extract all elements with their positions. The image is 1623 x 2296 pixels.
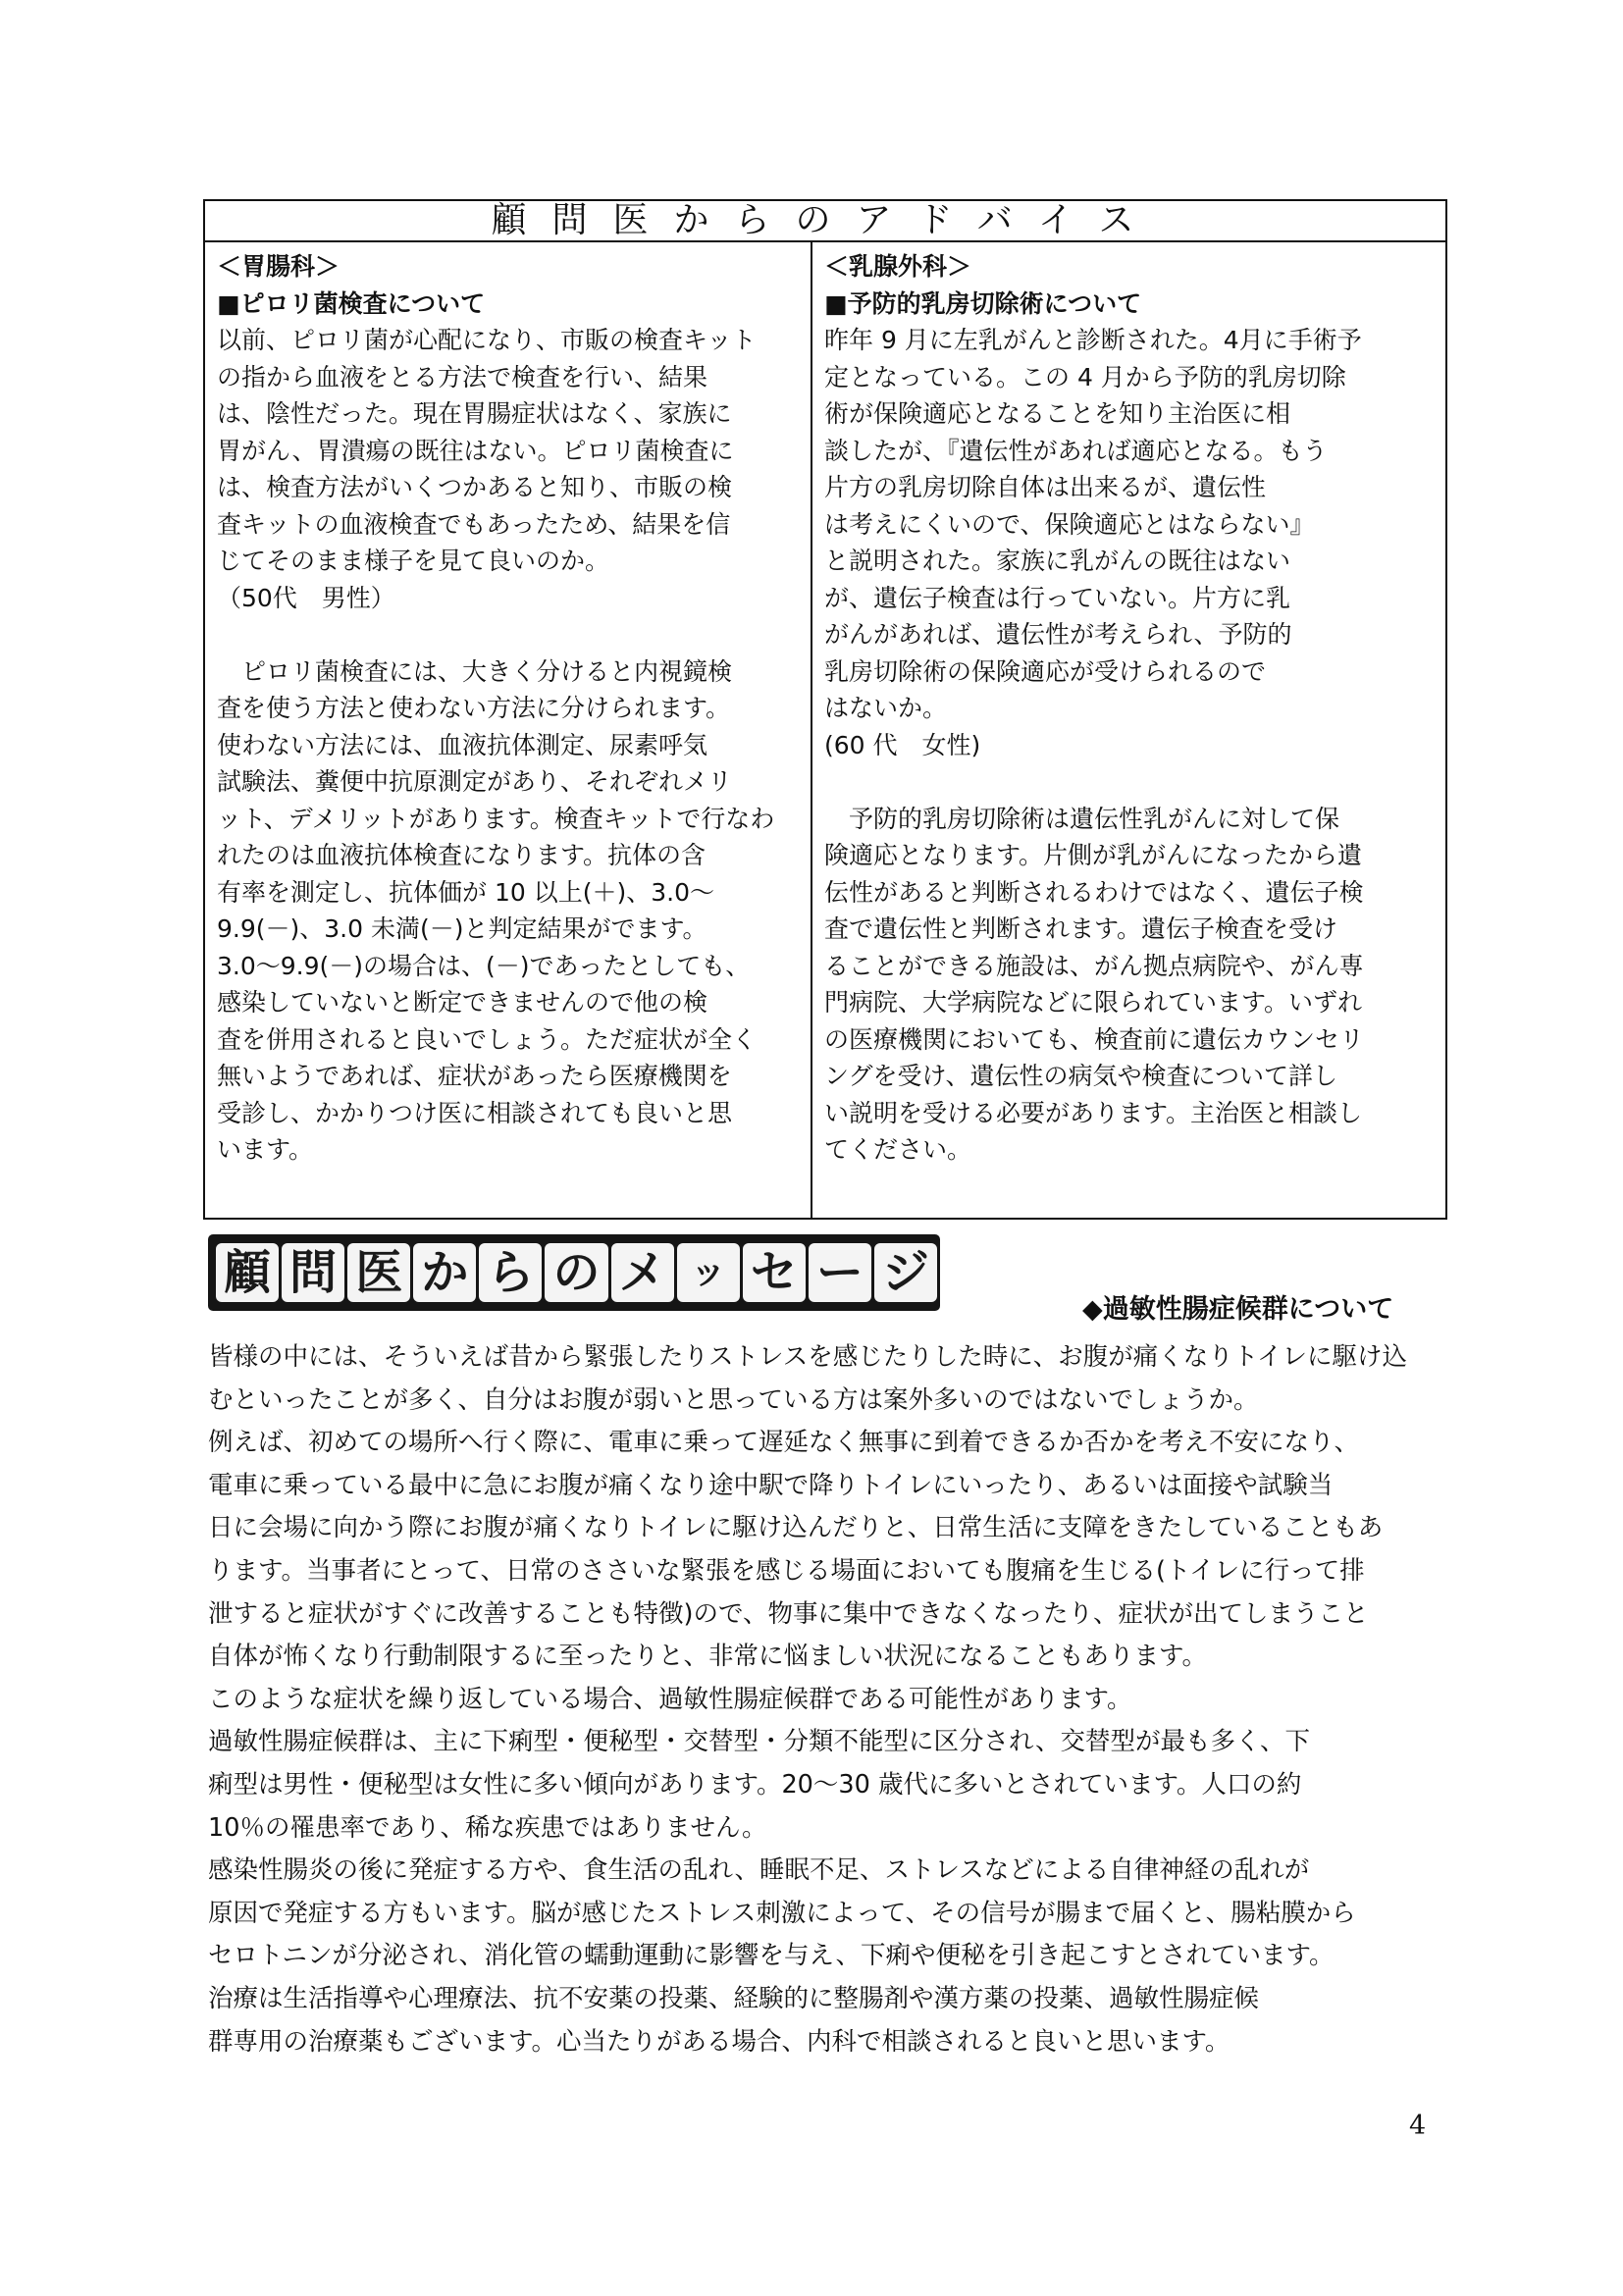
text-line: の医療機関においても、検査前に遺伝カウンセリ	[824, 1024, 1365, 1054]
banner-character: の	[545, 1243, 607, 1302]
asker-info: (60 代 女性)	[824, 730, 981, 759]
topic-heading: ■予防的乳房切除術について	[824, 288, 1142, 318]
text-line: 感染していないと断定できませんので他の検	[217, 988, 708, 1017]
banner-character: 顧	[216, 1243, 279, 1302]
answer-text	[824, 801, 1431, 1169]
text-line: 有率を測定し、抗体価が 10 以上(＋)、3.0～	[217, 877, 714, 907]
text-line: 査を使う方法と使わない方法に分けられます。	[217, 694, 731, 722]
advice-columns	[205, 242, 1445, 1218]
text-line: 電車に乗っている最中に急にお腹が痛くなり途中駅で降りトイレにいったり、あるいは面接や試験当	[208, 1470, 1334, 1500]
text-line: 門病院、大学病院などに限られています。いずれ	[824, 988, 1363, 1017]
text-line: の指から血液をとる方法で検査を行い、結果	[217, 362, 708, 391]
text-line: 試験法、糞便中抗原測定があり、それぞれメリ	[217, 767, 733, 796]
text-line: 日に会場に向かう際にお腹が痛くなりトイレに駆け込んだりと、日常生活に支障をきたしていることもあ	[208, 1513, 1384, 1543]
message-body	[208, 1336, 1446, 2063]
banner-character: ら	[479, 1243, 542, 1302]
text-line: ングを受け、遺伝性の病気や検査について詳し	[824, 1062, 1338, 1090]
message-topic: ◆過敏性腸症候群について	[1082, 1294, 1394, 1325]
banner-character: ジ	[874, 1243, 937, 1302]
question-text	[217, 322, 798, 580]
asker-info: （50代 男性）	[217, 583, 395, 612]
topic-heading: ■ピロリ菌検査について	[217, 288, 486, 318]
text-line: じてそのまま様子を見て良いのか。	[217, 547, 610, 575]
text-line: むといったことが多く、自分はお腹が弱いと思っている方は案外多いのではないでしょうか。	[208, 1384, 1259, 1415]
text-line: 胃がん、胃潰瘍の既往はない。ピロリ菌検査に	[217, 436, 734, 465]
advice-title: 顧問医からのアドバイス	[205, 201, 1445, 242]
text-line: 治療は生活指導や心理療法、抗不安薬の投薬、経験的に整腸剤や漢方薬の投薬、過敏性腸症候	[208, 1983, 1260, 2013]
text-line: 以前、ピロリ菌が心配になり、市販の検査キット	[217, 326, 757, 354]
banner-character: セ	[743, 1243, 806, 1302]
text-line: 例えば、初めての場所へ行く際に、電車に乗って遅延なく無事に到着できるか否かを考え不安になり、	[208, 1428, 1360, 1458]
banner-character: 医	[347, 1243, 410, 1302]
text-line: が、遺伝子検査は行っていない。片方に乳	[824, 583, 1291, 612]
text-line: 昨年 9 月に左乳がんと診断された。4月に手術予	[824, 326, 1362, 354]
text-line: ります。当事者にとって、日常のささいな緊張を感じる場面においても腹痛を生じる(トイレに行って排	[208, 1555, 1365, 1586]
banner-character: か	[413, 1243, 476, 1302]
text-line: 険適応となります。片側が乳がんになったから遺	[824, 841, 1363, 869]
text-line: れたのは血液抗体検査になります。抗体の含	[217, 841, 707, 869]
text-line: 痢型は男性・便秘型は女性に多い傾向があります。20～30 歳代に多いとされています。人口の約	[208, 1769, 1302, 1800]
text-line: い説明を受ける必要があります。主治医と相談し	[824, 1098, 1363, 1127]
column-divider	[811, 242, 812, 1218]
text-line: 無いようであれば、症状があったら医療機関を	[217, 1062, 732, 1090]
text-line: ピロリ菌検査には、大きく分けると内視鏡検	[241, 656, 733, 686]
text-line: は、検査方法がいくつかあると知り、市販の検	[217, 473, 733, 501]
advice-section	[203, 199, 1447, 1220]
text-line: がんがあれば、遺伝性が考えられ、予防的	[824, 620, 1292, 649]
text-line: 片方の乳房切除自体は出来るが、遺伝性	[824, 473, 1267, 501]
text-line: は考えにくいので、保険適応とはならない』	[824, 509, 1315, 539]
message-banner	[208, 1234, 940, 1311]
banner-character: 問	[282, 1243, 344, 1302]
text-line: このような症状を繰り返している場合、過敏性腸症候群である可能性があります。	[208, 1684, 1132, 1714]
text-line: 乳房切除術の保険適応が受けられるので	[824, 656, 1267, 686]
text-line: 予防的乳房切除術は遺伝性乳がんに対して保	[849, 804, 1340, 833]
text-line: はないか。	[824, 694, 948, 722]
text-line: 原因で発症する方もいます。脳が感じたストレス刺激によって、その信号が腸まで届くと、腸粘膜から	[208, 1898, 1356, 1928]
text-line: 3.0～9.9(－)の場合は、(－)であったとしても、	[217, 951, 751, 980]
text-line: 過敏性腸症候群は、主に下痢型・便秘型・交替型・分類不能型に区分され、交替型が最も多く、下	[208, 1727, 1311, 1757]
question-text	[824, 322, 1431, 727]
text-line: 伝性があると判断されるわけではなく、遺伝子検	[824, 877, 1364, 907]
text-line: 自体が怖くなり行動制限するに至ったりと、非常に悩ましい状況になることもあります。	[208, 1642, 1207, 1672]
text-line: 受診し、かかりつけ医に相談されても良いと思	[217, 1098, 733, 1127]
text-line: 泄すると症状がすぐに改善することも特徴)ので、物事に集中できなくなったり、症状が出てしまうこと	[208, 1598, 1369, 1629]
text-line: 術が保険適応となることを知り主治医に相	[824, 399, 1291, 428]
text-line: 皆様の中には、そういえば昔から緊張したりストレスを感じたりした時に、お腹が痛くなりトイレに駆け込	[208, 1342, 1407, 1372]
category-label: ＜胃腸科＞	[217, 252, 340, 281]
text-line: います。	[217, 1135, 314, 1164]
page-number: 4	[1409, 2111, 1427, 2141]
banner-character: ー	[809, 1243, 871, 1302]
text-line: 談したが、『遺伝性があれば適応となる。もう	[824, 436, 1328, 465]
category-label: ＜乳腺外科＞	[824, 252, 972, 281]
text-line: 査を併用されると良いでしょう。ただ症状が全く	[217, 1024, 758, 1054]
text-line: セロトニンが分泌され、消化管の蠕動運動に影響を与え、下痢や便秘を引き起こすとされています。	[208, 1941, 1335, 1971]
text-line: 査で遺伝性と判断されます。遺伝子検査を受け	[824, 914, 1338, 943]
advice-right-column	[824, 248, 1431, 1169]
text-line: と説明された。家族に乳がんの既往はない	[824, 547, 1291, 575]
banner-character: ッ	[677, 1243, 740, 1302]
text-line: 定となっている。この 4 月から予防的乳房切除	[824, 362, 1346, 391]
advice-left-column	[217, 248, 798, 1169]
text-line: 使わない方法には、血液抗体測定、尿素呼気	[217, 730, 708, 759]
answer-text	[217, 653, 798, 1169]
text-line: てください。	[824, 1135, 972, 1164]
text-line: 9.9(－)、3.0 未満(－)と判定結果がでます。	[217, 914, 707, 943]
text-line: 10％の罹患率であり、稀な疾患ではありません。	[208, 1812, 767, 1843]
banner-character: メ	[611, 1243, 674, 1302]
spacer	[824, 763, 1431, 801]
text-line: は、陰性だった。現在胃腸症状はなく、家族に	[217, 399, 732, 428]
text-line: 群専用の治療薬もございます。心当たりがある場合、内科で相談されると良いと思います。	[208, 2026, 1230, 2057]
text-line: ることができる施設は、がん拠点病院や、がん専	[824, 951, 1364, 980]
text-line: 査キットの血液検査でもあったため、結果を信	[217, 509, 731, 539]
text-line: ット、デメリットがあります。検査キットで行なわ	[217, 804, 775, 833]
spacer	[217, 616, 798, 653]
text-line: 感染性腸炎の後に発症する方や、食生活の乱れ、睡眠不足、ストレスなどによる自律神経の乱れが	[208, 1855, 1310, 1886]
